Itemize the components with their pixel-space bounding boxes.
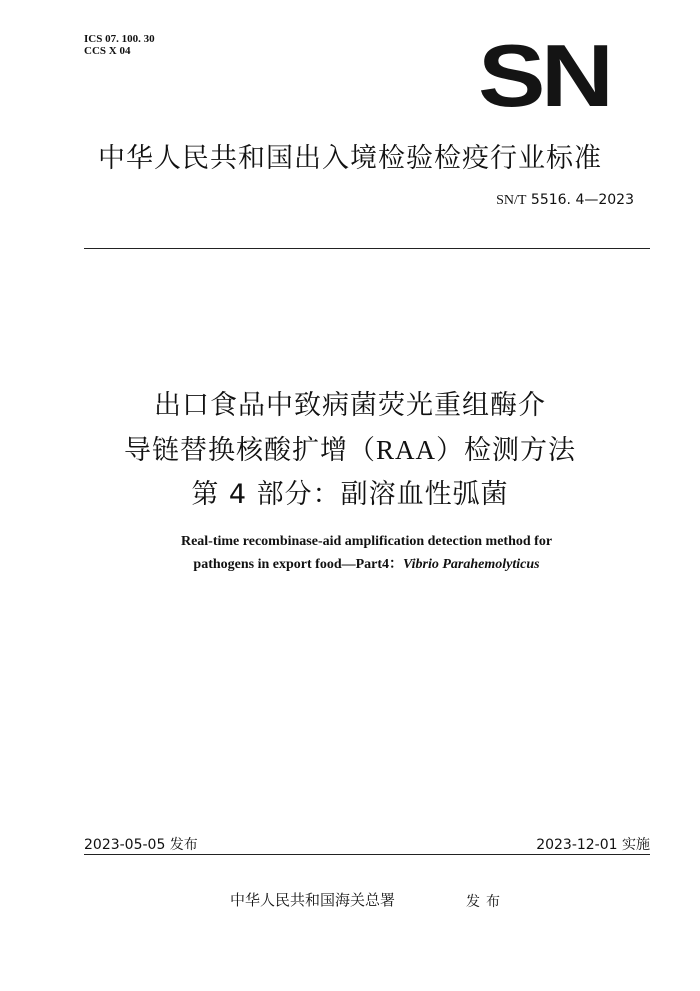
chinese-title bbox=[0, 384, 700, 517]
issuing-authority: 中华人民共和国海关总署 bbox=[230, 891, 396, 909]
chinese-title-line-1: 出口食品中致病菌荧光重组酶介 bbox=[154, 390, 546, 421]
english-title-line-1: Real-time recombinase-aid amplification detection method for bbox=[180, 534, 553, 549]
standard-prefix: SN/T bbox=[496, 193, 527, 208]
english-title bbox=[0, 530, 700, 576]
standard-code: 5516. 4—2023 bbox=[530, 192, 634, 208]
sn-logo: SN bbox=[478, 26, 610, 125]
header-divider bbox=[84, 248, 650, 249]
issued-label: 发布 bbox=[466, 894, 506, 910]
issue-date: 2023-05-05 发布 bbox=[84, 837, 198, 853]
chinese-title-line-2: 导链替换核酸扩增（RAA）检测方法 bbox=[123, 435, 576, 466]
species-name: Vibrio Parahemolyticus bbox=[403, 557, 540, 572]
organization-title: 中华人民共和国出入境检验检疫行业标准 bbox=[98, 143, 602, 174]
footer-divider bbox=[84, 854, 650, 855]
standard-number bbox=[496, 192, 634, 209]
implement-date: 2023-12-01 实施 bbox=[536, 837, 650, 853]
classification-codes bbox=[84, 33, 155, 57]
chinese-title-line-3: 第 4 部分：副溶血性弧菌 bbox=[191, 479, 509, 510]
ics-code: ICS 07. 100. 30 bbox=[84, 33, 155, 45]
english-title-line-2: pathogens in export food—Part4：Vibrio Parahemolyticus bbox=[193, 557, 540, 572]
ccs-code: CCS X 04 bbox=[84, 45, 131, 57]
raa-abbrev: RAA bbox=[375, 435, 436, 465]
